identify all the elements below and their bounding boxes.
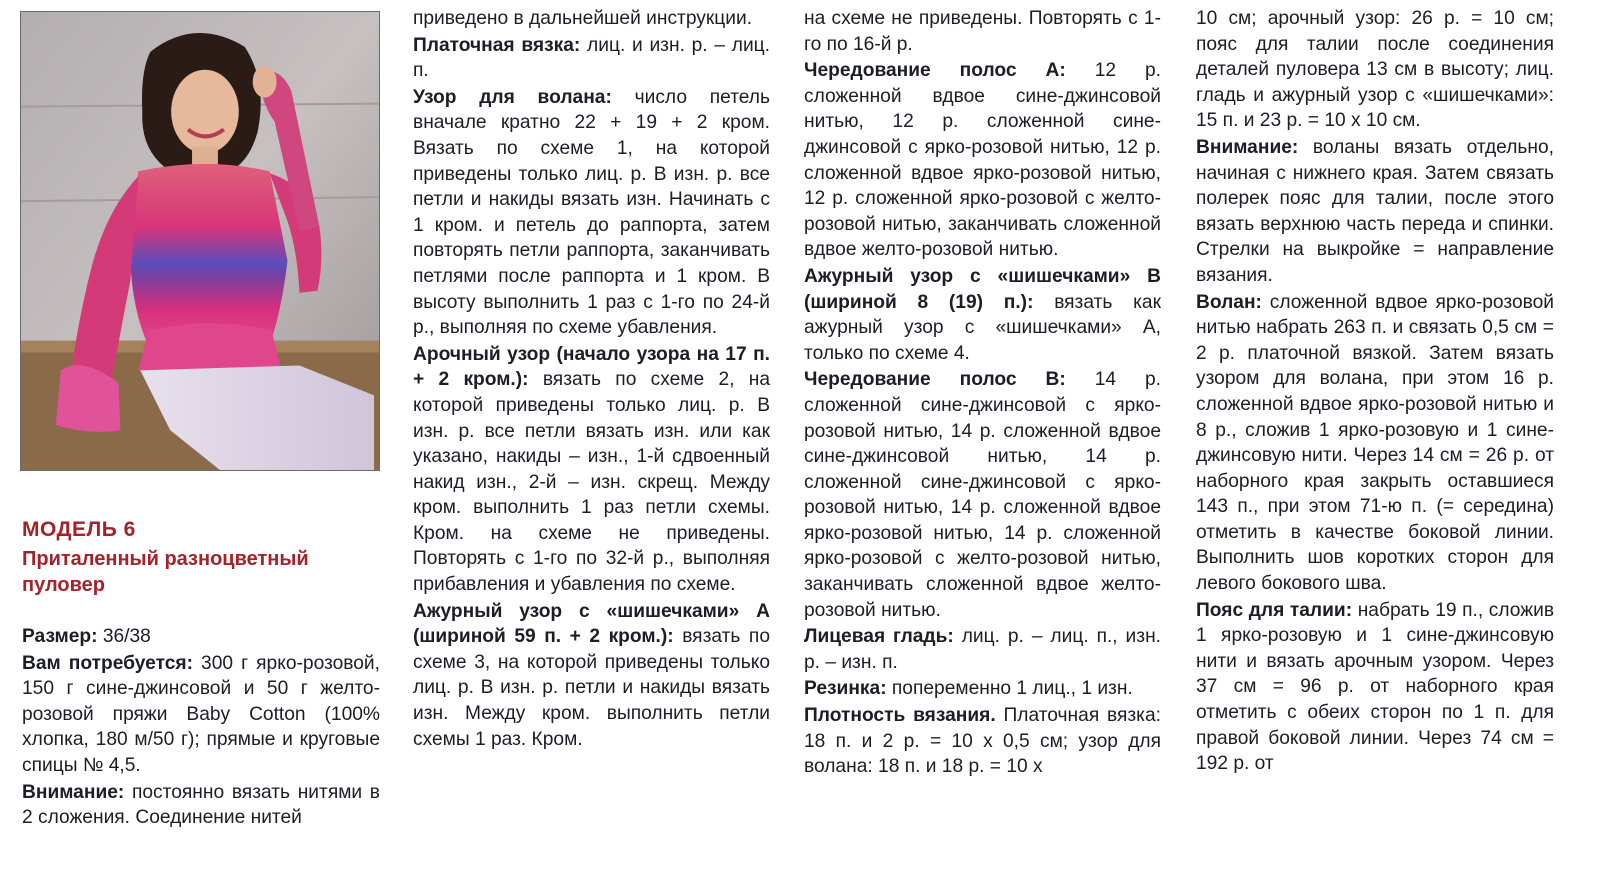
stripes-a-text: 12 р. сложенной вдвое сине-джинсовой нитью, 12 р. сложенной сине-джинсовой с ярко-розовой нитью, 12 р. сложенной вдвое ярко-розовой нитью, 12 р. сложенной ярко-розовой с желто-розовой нитью, заканчивать сложенной вдвое желто-розовой нитью.: [804, 60, 1161, 261]
flounce-text: сложенной вдвое ярко-розовой нитью набрать 263 п. и связать 0,5 см = 2 р. платочной вязкой. Затем вязать узором для волана, при этом 16 р. сложенной вдвое ярко-розовой нитью и 8 р., сложив 1 ярко-розовую и 1 сине-джинсовую нити. Через 14 см = 26 р. от наборного края закрыть оставшиеся 143 п., при этом 71-ю п. (= середина) отметить в качестве боковой линии. Выполнить шов коротких сторон для левого бокового шва.: [1196, 291, 1554, 595]
attention-paragraph: [22, 780, 380, 831]
model-photo: [20, 11, 380, 471]
attention-text: постоянно вязать нитями в 2 сложения. Соединение нитей: [22, 781, 380, 829]
stripes-b-text: 14 р. сложенной сине-джинсовой с ярко-розовой нитью, 14 р. сложенной вдвое сине-джинсовой нитью, 14 р. сложенной сине-джинсовой с ярко-розовой нитью, 14 р. сложенной вдвое ярко-розовой нитью, 14 р. сложенной ярко-розовой с желто-розовой нитью, заканчивать сложенной вдвое желто-розовой нитью.: [804, 369, 1161, 621]
column-3: [804, 6, 1161, 781]
arch-pattern-paragraph: [413, 342, 770, 598]
lace-a-paragraph: [413, 599, 770, 753]
gauge-label: Плотность вязания.: [804, 705, 996, 727]
stripes-a-paragraph: [804, 58, 1161, 263]
lace-b-text: вязать как ажурный узор с «шишечками» А, только по схеме 4.: [804, 291, 1161, 364]
stockinette-paragraph: [804, 624, 1161, 675]
col4-intro: 10 см; арочный узор: 26 р. = 10 см; пояс для талии после соединения деталей пуловера 13 см в высоту; лиц. гладь и ажурный узор с «шишечками»: 15 п. и 23 р. = 10 х 10 см.: [1196, 8, 1554, 132]
size-value: 36/38: [97, 626, 151, 647]
materials-paragraph: [22, 651, 380, 779]
gauge-paragraph: [804, 703, 1161, 780]
garter-paragraph: [413, 33, 770, 84]
flounce-paragraph: [1196, 290, 1554, 597]
waist-label: Пояс для талии:: [1196, 599, 1353, 621]
col4-attention-text: воланы вязать отдельно, начиная с нижнего края. Затем связать полерек пояс для талии, после этого вязать верхнюю часть переда и спинки. Стрелки на выкройке = направление вязания.: [1196, 136, 1554, 286]
rib-label: Резинка:: [804, 678, 887, 700]
garter-label: Платочная вязка:: [413, 34, 581, 56]
model-title: Приталенный разноцветный пуловер: [22, 548, 309, 596]
stockinette-label: Лицевая гладь:: [804, 626, 954, 648]
rib-text: попеременно 1 лиц., 1 изн.: [886, 678, 1133, 700]
materials-label: Вам потребуется:: [22, 652, 193, 674]
lace-b-label: Ажурный узор с «шишечками» В (шириной 8 (19) п.):: [804, 265, 1161, 313]
col4-attention-paragraph: [1196, 135, 1554, 289]
col4-attention-label: Внимание:: [1196, 136, 1299, 158]
arch-pattern-label: Арочный узор (начало узора на 17 п. + 2 кром.):: [413, 343, 770, 391]
lace-a-label: Ажурный узор с «шишечками» А (шириной 59 п. + 2 кром.):: [413, 600, 770, 648]
garter-text: лиц. и изн. р. – лиц. п.: [413, 34, 770, 82]
rib-paragraph: [804, 676, 1161, 702]
model-heading: [22, 518, 382, 598]
waist-text: набрать 19 п., сложив 1 ярко-розовую и 1 сине-джинсовую нити и вязать арочным узором. Через 37 см = 96 р. от наборного края отметить с обеих сторон по 1 п. для правой боковой линии. Через 74 см = 192 р. от: [1196, 599, 1555, 775]
col2-intro: приведено в дальнейшей инструкции.: [413, 8, 753, 29]
lace-b-paragraph: [804, 264, 1161, 366]
arch-pattern-text: вязать по схеме 2, на которой приведены только лиц. р. В изн. р. все петли вязать изн. или как указано, накиды – изн., 1-й сдвоенный накид изн., 2-й – изн. скрещ. Между кром. выполнить 1 раз петли схемы. Кром. на схеме не приведены. Повторять с 1-го по 32-й р., выполняя прибавления и убавления по схеме.: [413, 369, 770, 596]
materials-text: 300 г ярко-розовой, 150 г сине-джинсовой и 50 г желто-розовой пряжи Baby Cotton (100% хлопка, 180 м/50 г); прямые и круговые спицы № 4,5.: [22, 652, 380, 776]
stripes-b-label: Чередование полос В:: [804, 369, 1066, 391]
flounce-label: Волан:: [1196, 291, 1262, 313]
stripes-a-label: Чередование полос А:: [804, 60, 1066, 82]
column-1: [22, 624, 380, 832]
column-4: [1196, 6, 1554, 778]
size-label: Размер:: [22, 626, 98, 647]
model-photo-image: [21, 12, 379, 470]
model-number: МОДЕЛЬ 6: [22, 518, 136, 541]
flounce-pattern-paragraph: [413, 85, 770, 341]
stockinette-text: лиц. р. – лиц. п., изн. р. – изн. п.: [804, 626, 1161, 673]
column-2: [413, 6, 770, 753]
lace-a-text: вязать по схеме 3, на которой приведены только лиц. р. В изн. р. петли и накиды вязать изн. Между кром. выполнить петли схемы 1 раз. Кром.: [413, 626, 770, 750]
col3-intro: на схеме не приведены. Повторять с 1-го по 16-й р.: [804, 8, 1161, 55]
flounce-pattern-label: Узор для волана:: [413, 86, 612, 108]
waist-paragraph: [1196, 598, 1554, 777]
attention-label: Внимание:: [22, 781, 125, 803]
size-paragraph: [22, 624, 380, 650]
flounce-pattern-text: число петель вначале кратно 22 + 19 + 2 кром. Вязать по схеме 1, на которой приведены только лиц. р. В изн. р. все петли и накиды вязать изн. Начинать с 1 кром. и петель до раппорта, затем повторять петли раппорта, заканчивать петлями после раппорта и 1 кром. В высоту выполнить 1 раз с 1-го по 24-й р., выполняя по схеме убавления.: [413, 86, 770, 339]
stripes-b-paragraph: [804, 367, 1161, 623]
gauge-text: Платочная вязка: 18 п. и 2 р. = 10 х 0,5 см; узор для волана: 18 п. и 18 р. = 10 х: [804, 705, 1161, 778]
